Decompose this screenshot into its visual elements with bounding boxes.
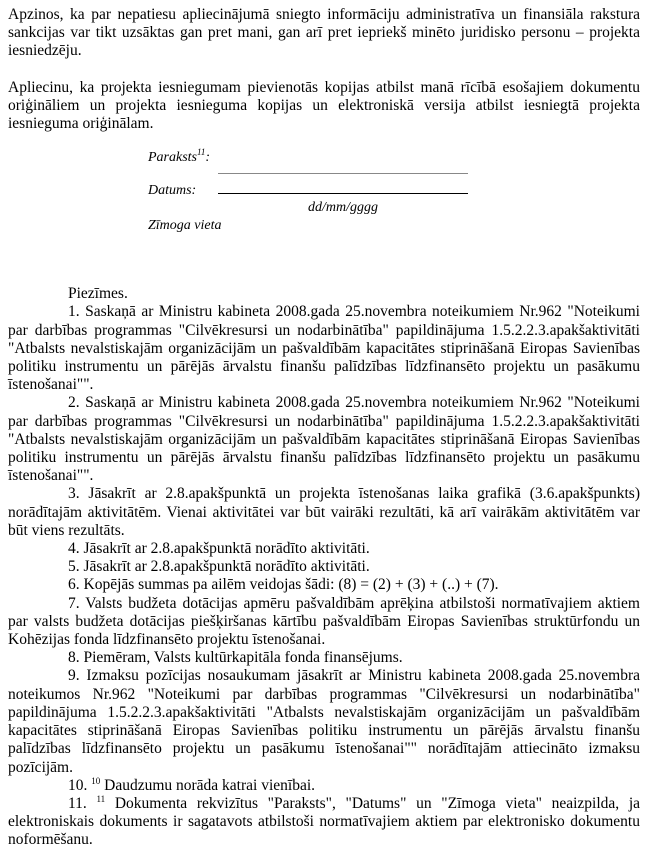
- note-text: 4. Jāsakrīt ar 2.8.apakšpunktā norādīto aktivitāti.: [68, 540, 370, 558]
- note-text: Dokumenta rekvizītus "Paraksts", "Datums" un "Zīmoga vieta" neaizpilda, ja elektroniskais dokuments ir sagatavots atbilstoši normatīvajiem aktiem par elektronisko dokumentu noformēšanu.: [8, 794, 641, 849]
- note-number: 11.: [68, 794, 87, 812]
- signature-block: [8, 149, 640, 247]
- declaration-copies: Apliecinu, ka projekta iesniegumam pievienotās kopijas atbilst manā rīcībā esošajiem dokumentu oriģināliem un projekta iesnieguma kopijas un elektroniskā versija atbilst iesniegtā projekta iesnieguma oriģinālam.: [8, 78, 640, 133]
- note-item: [8, 595, 640, 650]
- notes-section: [8, 285, 640, 849]
- note-text: 1. Saskaņā ar Ministru kabineta 2008.gada 25.novembra noteikumiem Nr.962 "Noteikumi par darbības programmas "Cilvēkresursi un nodarbinātība" papildinājuma 1.5.2.2.3.apakšaktivitāti "Atbalsts nevalstiskajām organizācijām un pašvaldībām kapacitātes stiprināšanā Eiropas Savienības politiku instrumentu un pārējās ārvalstu finanšu palīdzības līdzfinansēto projektu un pasākumu īstenošanai"".: [8, 303, 640, 394]
- note-text: 6. Kopējās summas pa ailēm veidojas šādi: (8) = (2) + (3) + (..) + (7).: [68, 576, 499, 594]
- note-footnote-marker: 10: [91, 775, 101, 786]
- note-text: 2. Saskaņā ar Ministru kabineta 2008.gada 25.novembra noteikumiem Nr.962 "Noteikumi par darbības programmas "Cilvēkresursi un nodarbinātība" papildinājuma 1.5.2.2.3.apakšaktivitāti "Atbalsts nevalstiskajām organizācijām un pašvaldībām kapacitātes stiprināšanā Eiropas Savienības politiku instrumentu un pārējās ārvalstu finanšu palīdzības līdzfinansēto projektu un pasākumu īstenošanai"".: [8, 394, 640, 485]
- note-item: [8, 667, 640, 776]
- signature-label: Paraksts$^{11}$:: [148, 147, 211, 166]
- note-text: 8. Piemēram, Valsts kultūrkapitāla fonda finansējums.: [68, 649, 403, 667]
- date-line[interactable]: [218, 193, 468, 194]
- declaration-sanctions: Apzinos, ka par nepatiesu apliecinājumā sniegto informāciju administratīva un finansiāla rakstura sankcijas var tikt uzsāktas gan pret mani, gan arī pret iepriekš minēto juridisko personu – projekta iesniedzēju.: [8, 6, 640, 60]
- note-item: [8, 649, 640, 667]
- date-label: Datums:: [148, 183, 197, 199]
- stamp-place-label: Zīmoga vieta: [148, 218, 222, 234]
- note-item: [8, 795, 640, 850]
- note-item: [8, 576, 640, 594]
- note-item: [8, 777, 640, 795]
- notes-title: Piezīmes.: [68, 285, 128, 303]
- document-page: [8, 6, 640, 850]
- note-item: [8, 485, 640, 540]
- note-item: [8, 540, 640, 558]
- note-text: 9. Izmaksu pozīcijas nosaukumam jāsakrīt ar Ministru kabineta 2008.gada 25.novembra noteikumos Nr.962 "Noteikumi par darbības programmas "Cilvēkresursi un nodarbinātība" papildinājuma 1.5.2.2.3.apakšaktivitāti "Atbalsts nevalstiskajām organizācijām un pašvaldībām kapacitātes stiprināšanā Eiropas Savienības politiku instrumentu un pārējās ārvalstu finanšu palīdzības līdzfinansēto projektu un pasākumu īstenošanai"" norādītajām attiecināto izmaksu pozīcijām.: [8, 667, 640, 776]
- note-footnote-marker: 11: [96, 793, 106, 804]
- note-text: 3. Jāsakrīt ar 2.8.apakšpunktā un projekta īstenošanas laika grafikā (3.6.apakšpunkts) norādītajām aktivitātēm. Vienai aktivitātei var būt vairāki rezultāti, kā arī vairākām aktivitātēm var būt viens rezultāts.: [8, 485, 640, 539]
- signature-line[interactable]: [218, 173, 468, 174]
- note-text: Daudzumu norāda katrai vienībai.: [104, 776, 316, 794]
- note-text: 7. Valsts budžeta dotācijas apmēru pašvaldībām aprēķina atbilstoši normatīvajiem aktiem par valsts budžeta dotācijas piešķiršanas kārtību pašvaldībām Eiropas Savienības struktūrfondu un Kohēzijas fonda līdzfinansēto projektu īstenošanai.: [8, 594, 640, 649]
- note-item: [8, 303, 640, 394]
- note-text: 5. Jāsakrīt ar 2.8.apakšpunktā norādīto aktivitāti.: [68, 558, 370, 576]
- date-format-hint: dd/mm/gggg: [308, 200, 378, 216]
- note-item: [8, 558, 640, 576]
- notes-list: [8, 303, 640, 849]
- note-number: 10.: [68, 776, 88, 794]
- note-item: [8, 394, 640, 485]
